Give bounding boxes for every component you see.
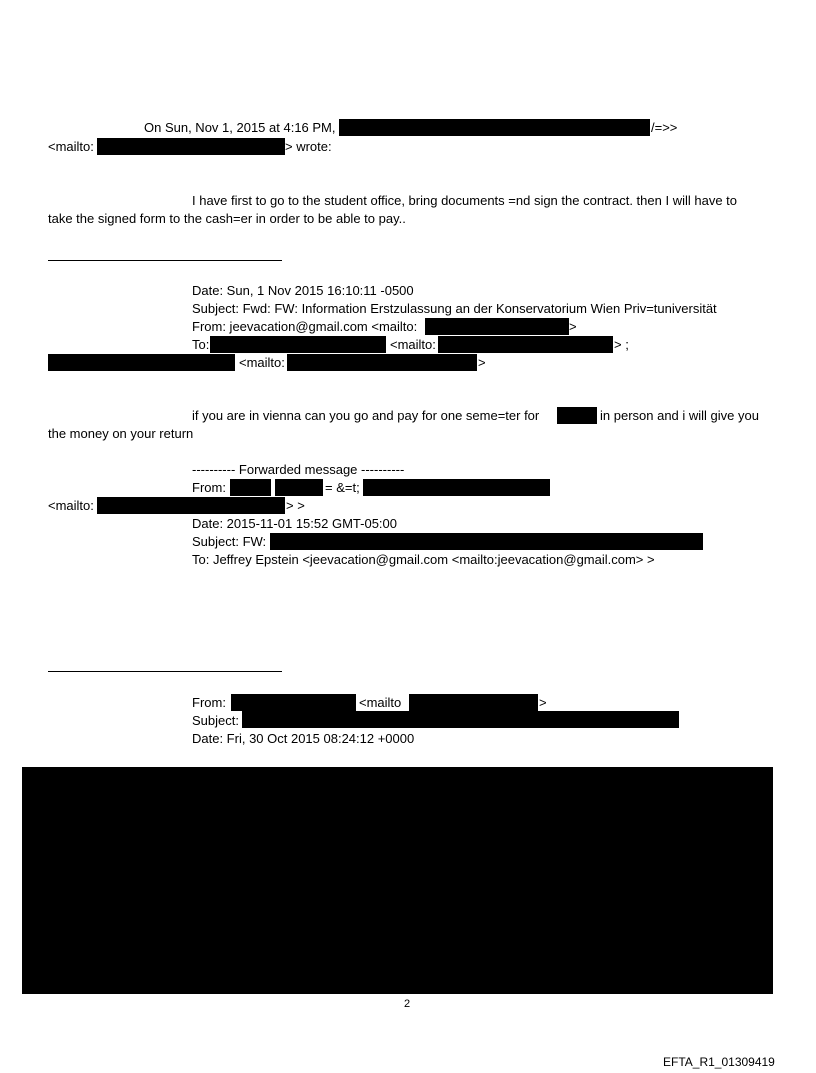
message2-line2: the money on your return xyxy=(48,426,194,441)
header1-to-suffix: > ; xyxy=(614,337,629,352)
header1-to-prefix: To: xyxy=(192,337,210,352)
reply-header-suffix: /=>> xyxy=(651,120,678,135)
redacted-forwarded-last-name xyxy=(275,479,323,496)
forwarded-from-mid: = &=t; xyxy=(325,480,360,495)
redacted-forwarded-email xyxy=(97,497,285,514)
redacted-message-body xyxy=(22,767,773,994)
forwarded-date: Date: 2015-11-01 15:52 GMT-05:00 xyxy=(192,516,397,531)
header2-from-mailto: <mailto xyxy=(359,695,402,710)
redacted-forwarded-subject xyxy=(270,533,703,550)
redacted-from-email xyxy=(425,318,569,335)
forwarded-separator: ---------- Forwarded message ---------- xyxy=(192,462,405,477)
forwarded-subject-prefix: Subject: FW: xyxy=(192,534,267,549)
redacted-cc-email xyxy=(287,354,477,371)
redacted-header2-subject xyxy=(242,711,679,728)
forwarded-mailto-suffix: > > xyxy=(286,498,305,513)
forwarded-mailto-prefix: <mailto: xyxy=(48,498,94,513)
header2-subject-prefix: Subject: xyxy=(192,713,239,728)
message1-line2: take the signed form to the cash=er in order to be able to pay.. xyxy=(48,211,406,226)
message2-line1-a: if you are in vienna can you go and pay for one seme=ter for xyxy=(192,408,540,423)
header1-from-prefix: From: jeevacation@gmail.com <mailto: xyxy=(192,319,418,334)
redacted-forwarded-from-extra xyxy=(363,479,550,496)
redacted-sender-name xyxy=(339,119,650,136)
separator-line-2 xyxy=(48,671,282,672)
header1-date: Date: Sun, 1 Nov 2015 16:10:11 -0500 xyxy=(192,283,414,298)
forwarded-to: To: Jeffrey Epstein <jeevacation@gmail.com <mailto:jeevacation@gmail.com> > xyxy=(192,552,655,567)
message2-line1-b: in person and i will give you xyxy=(600,408,759,423)
page-number: 2 xyxy=(404,998,411,1010)
reply-header-prefix: On Sun, Nov 1, 2015 at 4:16 PM, xyxy=(144,120,336,135)
header1-to-mailto: <mailto: xyxy=(390,337,436,352)
reply-wrote: > wrote: xyxy=(285,139,332,154)
separator-line-1 xyxy=(48,260,282,261)
redacted-to-name xyxy=(210,336,386,353)
redacted-sender-email xyxy=(97,138,285,155)
document-id-footer: EFTA_R1_01309419 xyxy=(663,1055,775,1069)
redacted-header2-from-email xyxy=(409,694,538,711)
forwarded-from-prefix: From: xyxy=(192,480,226,495)
header2-from-prefix: From: xyxy=(192,695,226,710)
header1-from-suffix: > xyxy=(569,319,577,334)
redacted-header2-from-name xyxy=(231,694,356,711)
redacted-cc-name xyxy=(48,354,235,371)
redacted-forwarded-first-name xyxy=(230,479,271,496)
header2-date: Date: Fri, 30 Oct 2015 08:24:12 +0000 xyxy=(192,731,415,746)
header1-subject: Subject: Fwd: FW: Information Erstzulassung an der Konservatorium Wien Priv=tuniversität xyxy=(192,301,717,316)
header2-from-suffix: > xyxy=(539,695,547,710)
reply-mailto-prefix: <mailto: xyxy=(48,139,94,154)
redacted-to-email xyxy=(438,336,613,353)
message1-line1: I have first to go to the student office, bring documents =nd sign the contract. then I will have to xyxy=(192,193,737,208)
header1-cc-suffix: > xyxy=(478,355,486,370)
header1-cc-mailto: <mailto: xyxy=(239,355,285,370)
redacted-person-name xyxy=(557,407,597,424)
